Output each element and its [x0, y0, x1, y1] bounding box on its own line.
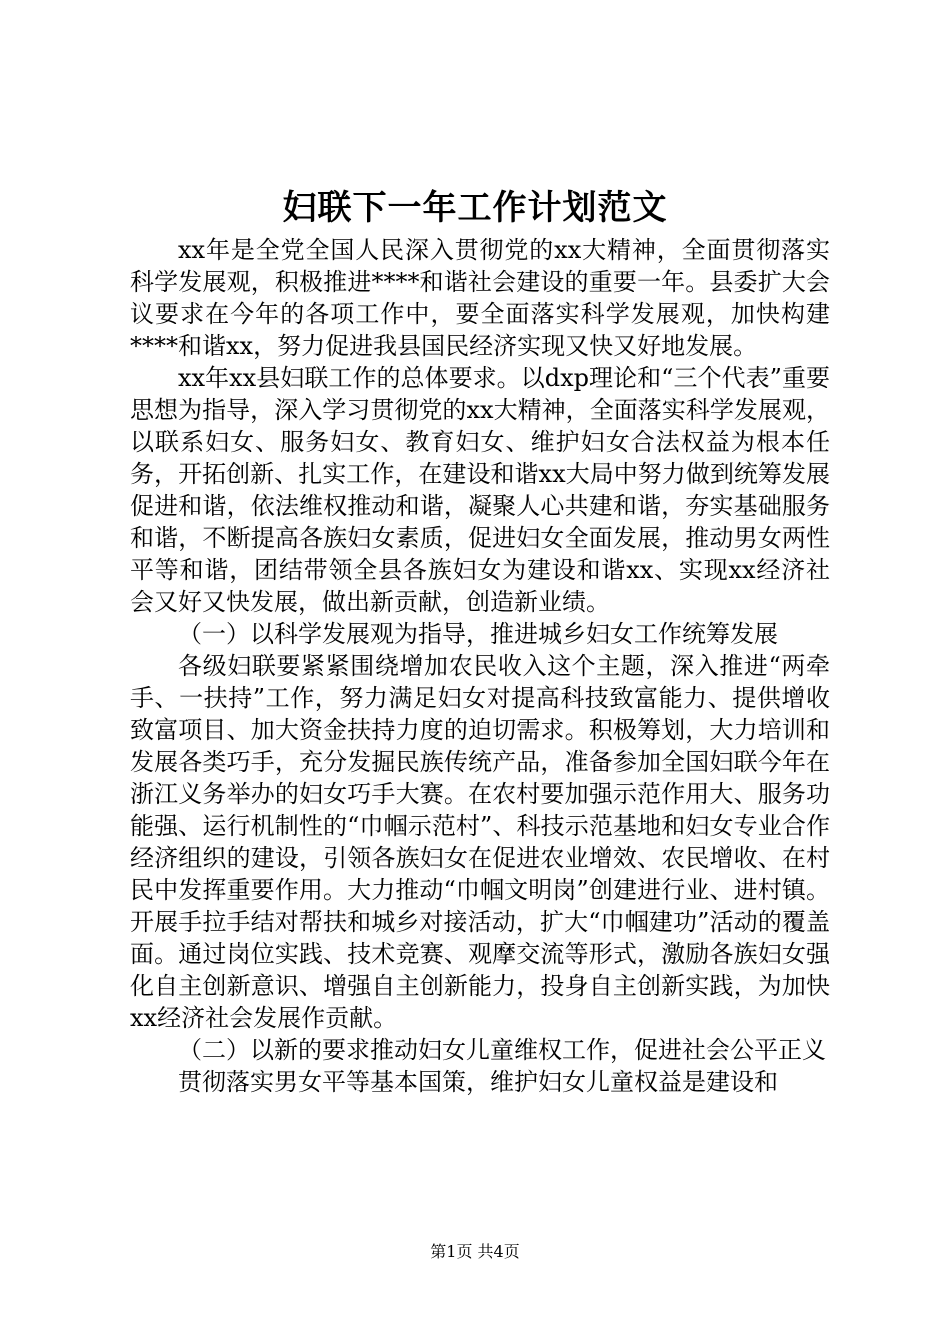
paragraph: xx年xx县妇联工作的总体要求。以dxp理论和“三个代表”重要思想为指导，深入学习贯彻党的xx大精神，全面落实科学发展观，以联系妇女、服务妇女、教育妇女、维护妇女合法权益为根本任务，开拓创新、扎实工作，在建设和谐xx大局中努力做到统筹发展促进和谐，依法维权推动和谐，凝聚人心共建和谐，夯实基础服务和谐，不断提高各族妇女素质，促进妇女全面发展，推动男女两性平等和谐，团结带领全县各族妇女为建设和谐xx、实现xx经济社会又好又快发展，做出新贡献，创造新业绩。 — [130, 364, 830, 616]
section-heading: （二）以新的要求推动妇女儿童维权工作，促进社会公平正义 — [178, 1036, 826, 1064]
paragraph: 各级妇联要紧紧围绕增加农民收入这个主题，深入推进“两牵手、一扶持”工作，努力满足妇女对提高科技致富能力、提供增收致富项目、加大资金扶持力度的迫切需求。积极筹划，大力培训和发展各类巧手，充分发掘民族传统产品，准备参加全国妇联今年在浙江义务举办的妇女巧手大赛。在农村要加强示范作用大、服务功能强、运行机制性的“巾帼示范村”、科技示范基地和妇女专业合作经济组织的建设，引领各族妇女在促进农业增效、农民增收、在村民中发挥重要作用。大力推动“巾帼文明岗”创建进行业、进村镇。开展手拉手结对帮扶和城乡对接活动，扩大“巾帼建功”活动的覆盖面。通过岗位实践、技术竞赛、观摩交流等形式，激励各族妇女强化自主创新意识、增强自主创新能力，投身自主创新实践，为加快xx经济社会发展作贡献。 — [130, 652, 830, 1032]
document-body — [130, 234, 830, 1098]
paragraph: xx年是全党全国人民深入贯彻党的xx大精神，全面贯彻落实科学发展观，积极推进****和谐社会建设的重要一年。县委扩大会议要求在今年的各项工作中，要全面落实科学发展观，加快构建****和谐xx，努力促进我县国民经济实现又快又好地发展。 — [130, 236, 830, 360]
document-title: 妇联下一年工作计划范文 — [282, 188, 668, 228]
section-heading: （一）以科学发展观为指导，推进城乡妇女工作统筹发展 — [178, 620, 778, 648]
page-footer: 第1页 共4页 — [430, 1242, 520, 1261]
paragraph: 贯彻落实男女平等基本国策，维护妇女儿童权益是建设和 — [178, 1068, 778, 1096]
